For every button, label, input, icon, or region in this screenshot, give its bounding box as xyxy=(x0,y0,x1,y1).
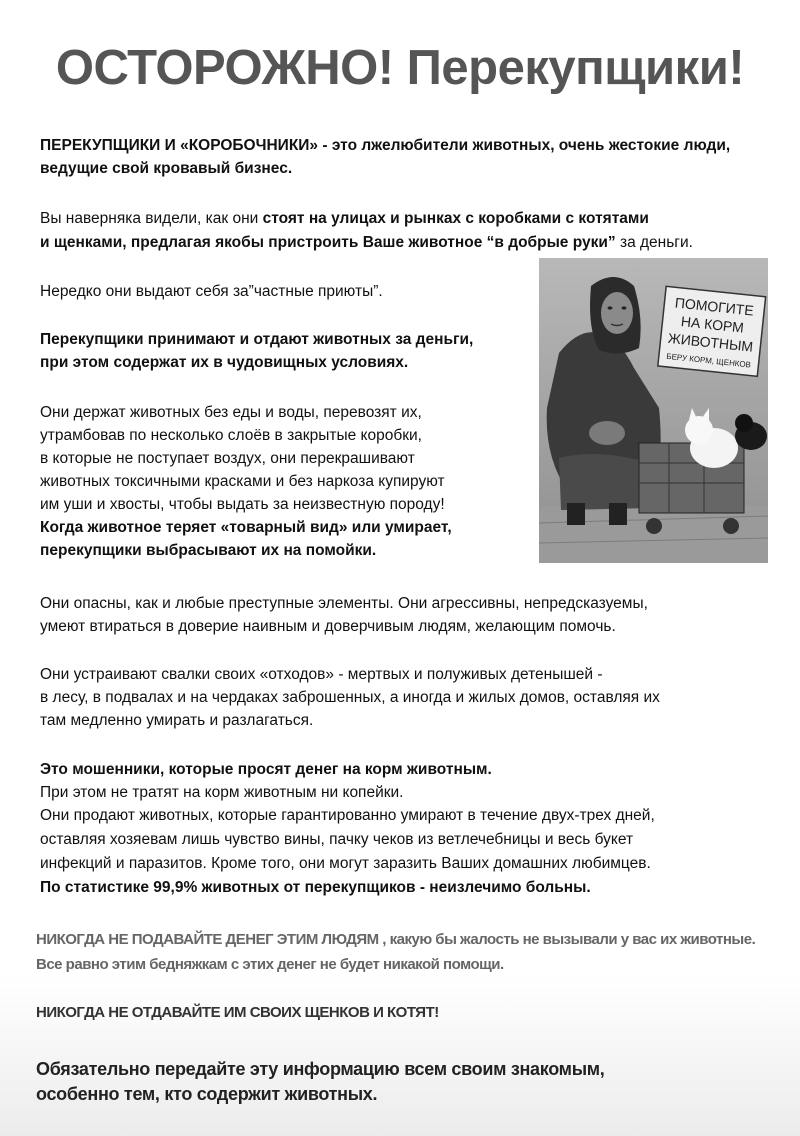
fraud-line-4: инфекций и паразитов. Кроме того, они могут заразить Ваших домашних любимцев. xyxy=(40,855,651,872)
warning1-line-2: Все равно этим бедняжкам с этих денег не будет никакой помощи. xyxy=(36,956,504,973)
sign-line-4: БЕРУ КОРМ, ЩЕНКОВ xyxy=(665,351,752,370)
keep-line-1: Они держат животных без еды и воды, перевозят их, xyxy=(40,404,422,421)
page-title: ОСТОРОЖНО! Перекупщики! xyxy=(55,41,745,95)
fraud-line-1: При этом не тратят на корм животным ни копейки. xyxy=(40,784,404,801)
sign-line-2: НА КОРМ xyxy=(680,313,745,336)
fraud-line-2: Они продают животных, которые гарантированно умирают в течение двух-трех дней, xyxy=(40,807,655,824)
keep-line-3: в которые не поступает воздух, они перекрашивают xyxy=(40,450,415,467)
keep-line-4: животных токсичными красками и без наркоза купируют xyxy=(40,473,445,490)
sign-line-1: ПОМОГИТЕ xyxy=(674,294,755,319)
danger-line-2: умеют втираться в доверие наивным и доверчивым людям, желающим помочь. xyxy=(40,618,616,635)
reseller-photo-drawing xyxy=(539,258,768,563)
danger-line-1: Они опасны, как и любые преступные элементы. Они агрессивны, непредсказуемы, xyxy=(40,595,648,612)
final-line-2: особенно тем, кто содержит животных. xyxy=(36,1084,378,1104)
dumps-line-1: Они устраивают свалки своих «отходов» - мертвых и полуживых детенышей - xyxy=(40,666,603,683)
take-line-2: при этом содержат их в чудовищных условиях. xyxy=(40,354,409,371)
reseller-photo xyxy=(539,258,768,563)
fraud-line-3: оставляя хозяевам лишь чувство вины, пачку чеков из ветлечебницы и весь букет xyxy=(40,831,634,848)
streets-line-2: и щенками, предлагая якобы пристроить Ваше животное “в добрые руки” за деньги. xyxy=(40,234,693,251)
shelters-line: Нередко они выдают себя за”частные приюты”. xyxy=(40,283,383,300)
sign-line-3: ЖИВОТНЫМ xyxy=(667,329,754,355)
warning1-line-1: НИКОГДА НЕ ПОДАВАЙТЕ ДЕНЕГ ЭТИМ ЛЮДЯМ , какую бы жалость не вызывали у вас их животные. xyxy=(36,931,756,948)
intro-line-1: ПЕРЕКУПЩИКИ И «КОРОБОЧНИКИ» - это лжелюбители животных, очень жестокие люди, xyxy=(40,137,731,154)
dumps-line-3: там медленно умирать и разлагаться. xyxy=(40,712,314,729)
dumps-line-2: в лесу, в подвалах и на чердаках заброшенных, а иногда и жилых домов, оставляя их xyxy=(40,689,660,706)
streets-line-1: Вы наверняка видели, как они стоят на улицах и рынках с коробками с котятами xyxy=(40,210,649,227)
fraud-bold-1: Это мошенники, которые просят денег на корм животным. xyxy=(40,761,492,778)
intro-line-2: ведущие свой кровавый бизнес. xyxy=(40,160,293,177)
keep-line-5: им уши и хвосты, чтобы выдать за неизвестную породу! xyxy=(40,496,445,513)
bottom-shade xyxy=(0,975,800,1136)
final-line-1: Обязательно передайте эту информацию всем своим знакомым, xyxy=(36,1059,605,1079)
warning2-line: НИКОГДА НЕ ОТДАВАЙТЕ ИМ СВОИХ ЩЕНКОВ И КОТЯТ! xyxy=(36,1004,439,1021)
take-line-1: Перекупщики принимают и отдают животных за деньги, xyxy=(40,331,474,348)
keep-line-2: утрамбовав по несколько слоёв в закрытые коробки, xyxy=(40,427,422,444)
fraud-bold-2: По статистике 99,9% животных от перекупщиков - неизлечимо больны. xyxy=(40,879,591,896)
keep-bold-2: перекупщики выбрасывают их на помойки. xyxy=(40,542,377,559)
keep-bold-1: Когда животное теряет «товарный вид» или умирает, xyxy=(40,519,452,536)
